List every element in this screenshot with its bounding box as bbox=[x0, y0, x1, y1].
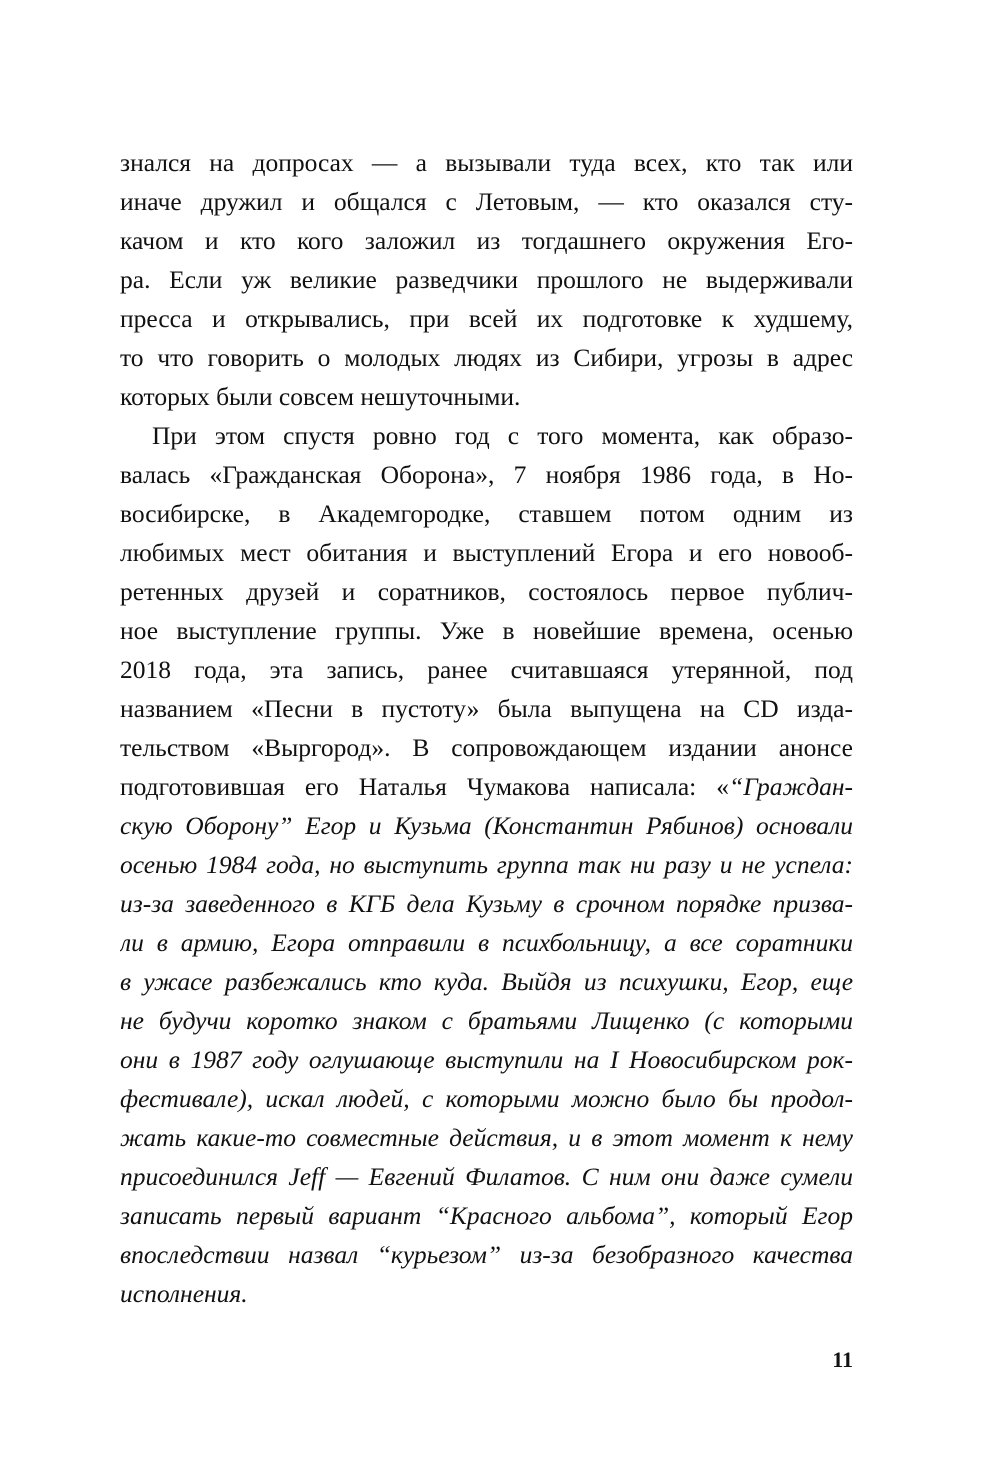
text-line bbox=[120, 338, 853, 377]
text-run: 2018 года, эта запись, ранее считавшаяся утерянной, под bbox=[120, 655, 853, 684]
text-run: тельством «Выргород». В сопровождающем издании анонсе bbox=[120, 733, 853, 762]
text-line bbox=[120, 377, 853, 416]
text-line bbox=[120, 884, 853, 923]
text-run: При этом спустя ровно год с того момента, как образо- bbox=[152, 421, 853, 450]
italic-text: записать первый вариант “Красного альбома”, который Егор bbox=[120, 1201, 853, 1230]
italic-text: они в 1987 году оглушающе выступили на I Новосибирском рок- bbox=[120, 1045, 853, 1074]
text-line bbox=[120, 728, 853, 767]
italic-text: осенью 1984 года, но выступить группа так ни разу и не успела: bbox=[120, 850, 853, 879]
text-line bbox=[120, 962, 853, 1001]
text-run: качом и кто кого заложил из тогдашнего окружения Его- bbox=[120, 226, 853, 255]
text-line bbox=[120, 923, 853, 962]
text-run: иначе дружил и общался с Летовым, — кто оказался сту- bbox=[120, 187, 853, 216]
text-line bbox=[120, 1157, 853, 1196]
text-line bbox=[120, 1001, 853, 1040]
text-run: ретенных друзей и соратников, состоялось первое публич- bbox=[120, 577, 853, 606]
italic-text: фестивале), искал людей, с которыми можно было бы продол- bbox=[120, 1084, 853, 1113]
text-run: знался на допросах — а вызывали туда всех, кто так или bbox=[120, 148, 853, 177]
text-run: восибирске, в Академгородке, ставшем потом одним из bbox=[120, 499, 853, 528]
italic-text: впоследствии назвал “курьезом” из-за безобразного качества bbox=[120, 1240, 853, 1269]
text-line bbox=[120, 1040, 853, 1079]
italic-text: в ужасе разбежались кто куда. Выйдя из психушки, Егор, еще bbox=[120, 967, 853, 996]
text-line bbox=[120, 416, 853, 455]
text-run: ра. Если уж великие разведчики прошлого не выдерживали bbox=[120, 265, 853, 294]
text-run: ное выступление группы. Уже в новейшие времена, осенью bbox=[120, 616, 853, 645]
text-run: любимых мест обитания и выступлений Егора и его новооб- bbox=[120, 538, 853, 567]
text-line bbox=[120, 455, 853, 494]
text-line bbox=[120, 689, 853, 728]
text-line bbox=[120, 611, 853, 650]
text-run: то что говорить о молодых людях из Сибири, угрозы в адрес bbox=[120, 343, 853, 372]
text-run: пресса и открывались, при всей их подготовке к худшему, bbox=[120, 304, 853, 333]
italic-text: исполнения. bbox=[120, 1279, 248, 1308]
italic-text: не будучи коротко знаком с братьями Лищенко (с которыми bbox=[120, 1006, 853, 1035]
text-run: валась «Гражданская Оборона», 7 ноября 1986 года, в Но- bbox=[120, 460, 853, 489]
italic-text: “Граждан- bbox=[729, 772, 853, 801]
text-line bbox=[120, 1235, 853, 1274]
text-run: названием «Песни в пустоту» была выпущена на CD изда- bbox=[120, 694, 853, 723]
text-line bbox=[120, 182, 853, 221]
text-line bbox=[120, 1118, 853, 1157]
text-line bbox=[120, 221, 853, 260]
italic-text: жать какие-то совместные действия, и в этот момент к нему bbox=[120, 1123, 853, 1152]
body-text bbox=[120, 143, 853, 1313]
text-line bbox=[120, 260, 853, 299]
text-line bbox=[120, 1196, 853, 1235]
italic-text: присоединился Jeff — Евгений Филатов. С ним они даже сумели bbox=[120, 1162, 853, 1191]
text-line bbox=[120, 1274, 853, 1313]
text-line bbox=[120, 767, 853, 806]
italic-text: скую Оборону” Егор и Кузьма (Константин Рябинов) основали bbox=[120, 811, 853, 840]
text-line bbox=[120, 533, 853, 572]
text-line bbox=[120, 572, 853, 611]
italic-text: из-за заведенного в КГБ дела Кузьму в срочном порядке призва- bbox=[120, 889, 853, 918]
page-number: 11 bbox=[832, 1347, 853, 1372]
text-line bbox=[120, 845, 853, 884]
text-line bbox=[120, 143, 853, 182]
text-run: подготовившая его Наталья Чумакова написала: « bbox=[120, 772, 730, 801]
text-line bbox=[120, 1079, 853, 1118]
text-line bbox=[120, 494, 853, 533]
text-line bbox=[120, 299, 853, 338]
italic-text: ли в армию, Егора отправили в психбольницу, а все соратники bbox=[120, 928, 853, 957]
text-run: которых были совсем нешуточными. bbox=[120, 382, 521, 411]
text-line bbox=[120, 650, 853, 689]
text-line bbox=[120, 806, 853, 845]
